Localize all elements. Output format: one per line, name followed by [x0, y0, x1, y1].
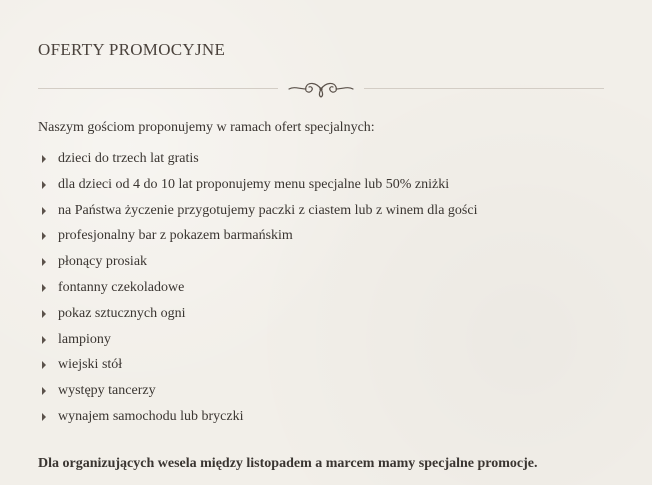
list-item-label: pokaz sztucznych ogni — [58, 305, 186, 321]
list-item — [38, 148, 477, 174]
intro-text: Naszym gościom proponujemy w ramach ofert specjalnych: — [38, 120, 375, 135]
list-item — [38, 225, 477, 251]
triangle-right-icon — [42, 336, 46, 344]
list-item — [38, 277, 477, 303]
divider-line-left — [38, 88, 278, 89]
ornament-flourish-icon — [286, 78, 356, 100]
list-item-label: dla dzieci od 4 do 10 lat proponujemy menu specjalne lub 50% zniżki — [58, 176, 450, 192]
triangle-right-icon — [42, 232, 46, 240]
triangle-right-icon — [42, 361, 46, 369]
list-item-label: fontanny czekoladowe — [58, 279, 185, 295]
offer-list — [38, 148, 477, 432]
list-item — [38, 329, 477, 355]
triangle-right-icon — [42, 310, 46, 318]
list-item — [38, 200, 477, 226]
triangle-right-icon — [42, 181, 46, 189]
triangle-right-icon — [42, 387, 46, 395]
list-item-label: płonący prosiak — [58, 254, 148, 270]
triangle-right-icon — [42, 258, 46, 266]
list-item — [38, 174, 477, 200]
list-item — [38, 354, 477, 380]
list-item — [38, 303, 477, 329]
triangle-right-icon — [42, 413, 46, 421]
page-title: OFERTY PROMOCYJNE — [38, 40, 226, 59]
triangle-right-icon — [42, 207, 46, 215]
triangle-right-icon — [42, 284, 46, 292]
list-item-label: na Państwa życzenie przygotujemy paczki z ciastem lub z winem dla gości — [58, 202, 478, 218]
promotion-note: Dla organizujących wesela między listopadem a marcem mamy specjalne promocje. — [38, 456, 538, 471]
list-item-label: wynajem samochodu lub bryczki — [58, 408, 244, 424]
list-item-label: występy tancerzy — [58, 383, 156, 399]
list-item-label: dzieci do trzech lat gratis — [58, 151, 199, 166]
list-item — [38, 251, 477, 277]
list-item-label: profesjonalny bar z pokazem barmańskim — [58, 228, 293, 244]
list-item-label: lampiony — [58, 331, 111, 347]
triangle-right-icon — [42, 155, 46, 163]
section-divider — [38, 76, 604, 102]
list-item — [38, 380, 477, 406]
list-item — [38, 406, 477, 432]
list-item-label: wiejski stół — [58, 357, 123, 373]
divider-line-right — [364, 88, 604, 89]
